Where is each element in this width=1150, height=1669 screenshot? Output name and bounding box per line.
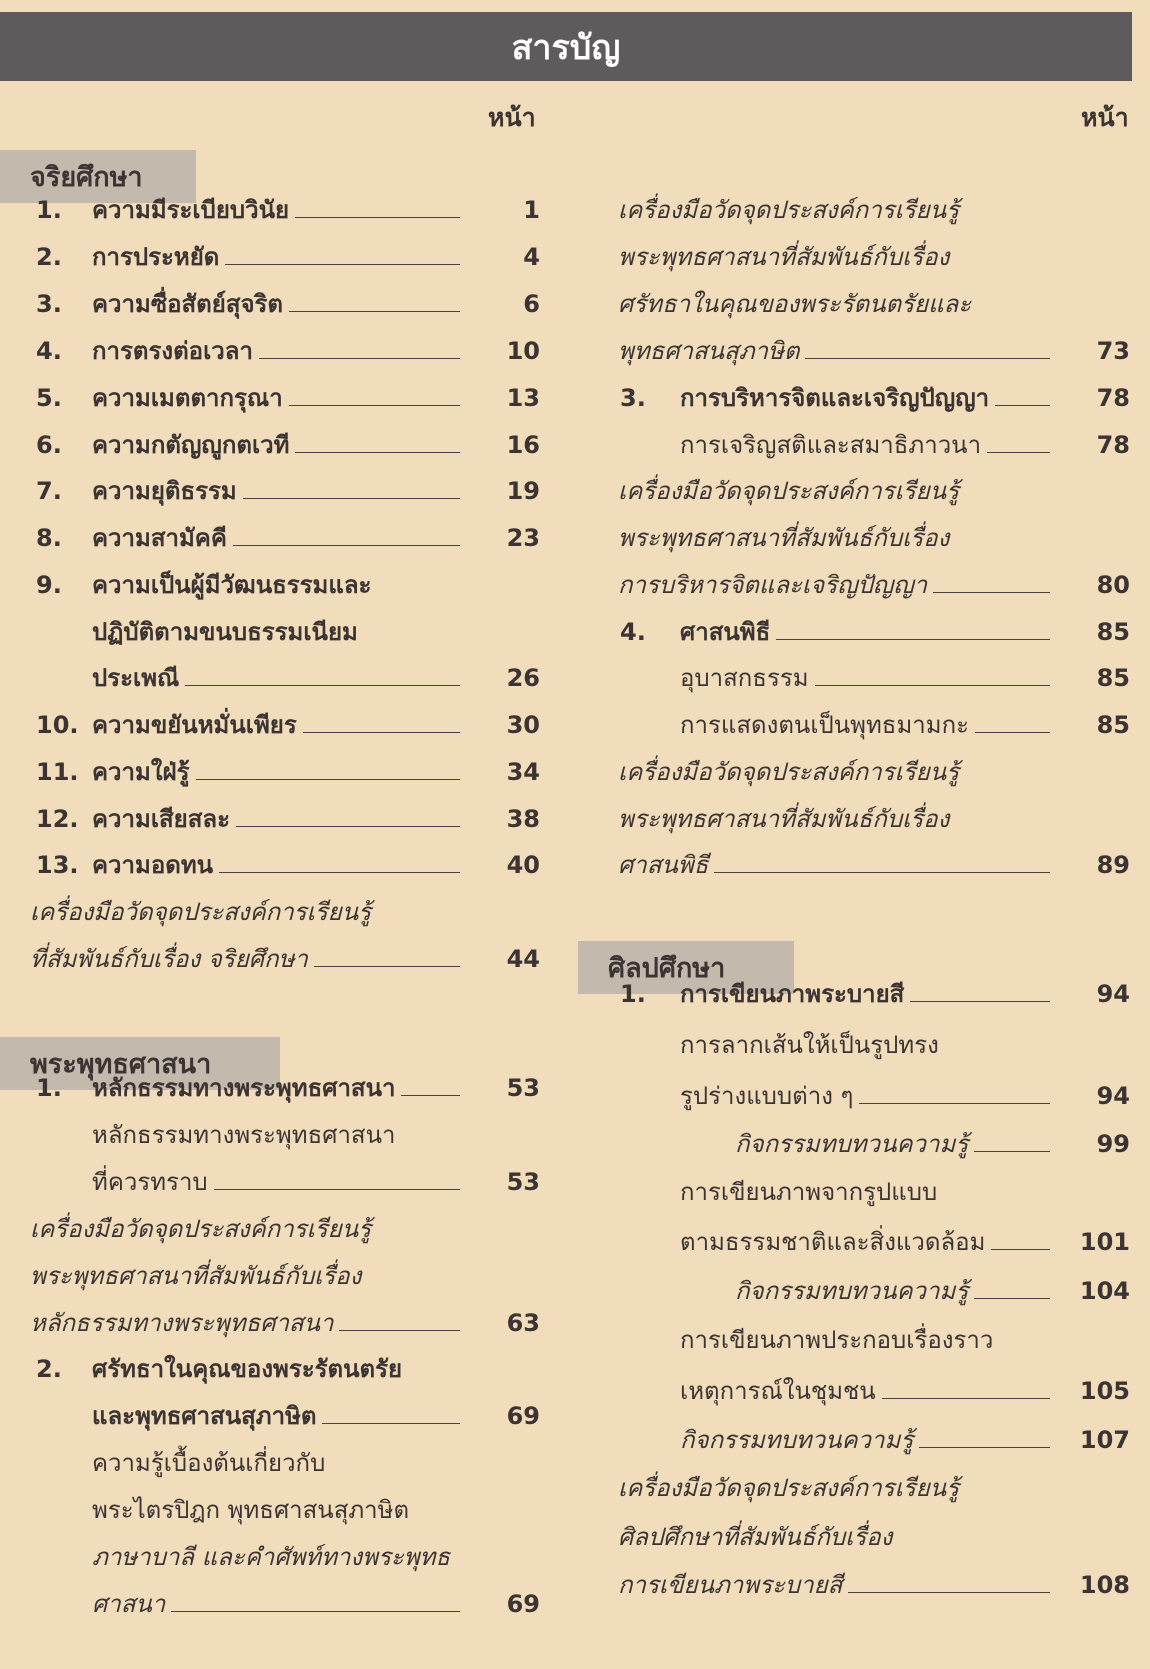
toc-entry-title: ความมีระเบียบวินัย <box>92 196 290 224</box>
toc-entry <box>618 561 1130 601</box>
toc-entry <box>30 1205 540 1245</box>
toc-entry-title: ศรัทธาในคุณของพระรัตนตรัย <box>92 1355 403 1383</box>
toc-entry <box>618 1120 1130 1160</box>
toc-entry-title: การเขียนภาพจากรูปแบบ <box>680 1178 938 1206</box>
toc-entry-number: 7. <box>36 477 62 505</box>
toc-entry <box>30 280 540 320</box>
toc-entry-title: พระพุทธศาสนาที่สัมพันธ์กับเรื่อง <box>618 524 950 552</box>
toc-entry-title: การเขียนภาพระบายสี <box>618 1571 843 1599</box>
toc-entry <box>30 888 540 928</box>
section-arts: ศิลปศึกษา <box>578 941 794 994</box>
toc-leader-line <box>933 592 1050 593</box>
toc-entry-title: ศิลปศึกษาที่สัมพันธ์กับเรื่อง <box>618 1523 893 1551</box>
toc-entry-number: 2. <box>36 243 62 271</box>
toc-entry <box>618 1464 1130 1504</box>
toc-page-number: 63 <box>506 1309 540 1337</box>
toc-page-number: 38 <box>506 805 540 833</box>
toc-entry <box>30 748 540 788</box>
toc-leader-line <box>196 779 461 780</box>
toc-page-number: 53 <box>506 1168 540 1196</box>
toc-page-number: 94 <box>1096 1082 1130 1110</box>
page-column-header-right: หน้า <box>1081 103 1129 132</box>
toc-leader-line <box>974 1151 1050 1152</box>
toc-page-number: 19 <box>506 477 540 505</box>
toc-page-number: 89 <box>1096 851 1130 879</box>
toc-entry-title: การลากเส้นให้เป็นรูปทรง <box>680 1031 939 1059</box>
toc-entry <box>30 421 540 461</box>
toc-entry-title: กิจกรรมทบทวนความรู้ <box>735 1277 969 1305</box>
toc-leader-line <box>225 264 460 265</box>
toc-page-number: 73 <box>1096 337 1130 365</box>
toc-entry-title: หลักธรรมทางพระพุทธศาสนา <box>92 1121 396 1149</box>
toc-leader-line <box>975 732 1050 733</box>
toc-entry-title: การประหยัด <box>92 243 220 271</box>
toc-leader-line <box>910 1001 1050 1002</box>
toc-entry-number: 1. <box>36 196 62 224</box>
toc-entry-title: การบริหารจิตและเจริญปัญญา <box>618 571 928 599</box>
toc-page-number: 101 <box>1079 1228 1130 1256</box>
toc-entry-title: กิจกรรมทบทวนความรู้ <box>735 1130 969 1158</box>
toc-entry <box>30 608 540 648</box>
toc-entry-title: กิจกรรมทบทวนความรู้ <box>680 1426 914 1454</box>
toc-entry-title: ศาสนพิธี <box>680 618 771 646</box>
toc-entry <box>618 1021 1130 1061</box>
toc-entry <box>618 1513 1130 1553</box>
toc-entry <box>30 1345 540 1385</box>
section-ethics: จริยศึกษา <box>0 150 196 203</box>
toc-entry-title: การแสดงตนเป็นพุทธมามกะ <box>680 711 969 739</box>
toc-page-number: 53 <box>506 1074 540 1102</box>
toc-page-number: 6 <box>523 290 540 318</box>
toc-entry <box>618 280 1130 320</box>
toc-entry-title: การเขียนภาพประกอบเรื่องราว <box>680 1326 994 1354</box>
toc-entry-title: ความเป็นผู้มีวัฒนธรรมและ <box>92 571 372 599</box>
toc-entry-number: 9. <box>36 571 62 599</box>
toc-page-number: 23 <box>506 524 540 552</box>
toc-page-number: 99 <box>1096 1130 1130 1158</box>
toc-entry <box>30 1580 540 1620</box>
toc-entry-title: เครื่องมือวัดจุดประสงค์การเรียนรู้ <box>618 758 960 786</box>
toc-entry <box>30 795 540 835</box>
toc-page-number: 107 <box>1079 1426 1130 1454</box>
toc-entry-title: ปฏิบัติตามขนบธรรมเนียม <box>92 618 358 646</box>
toc-entry-title: ความเมตตากรุณา <box>92 384 283 412</box>
toc-entry <box>30 1158 540 1198</box>
toc-entry-number: 6. <box>36 431 62 459</box>
toc-leader-line <box>995 405 1050 406</box>
toc-entry <box>30 1533 540 1573</box>
toc-leader-line <box>214 1189 460 1190</box>
toc-entry-title: ความกตัญญูกตเวที <box>92 431 290 459</box>
toc-entry-title: เครื่องมือวัดจุดประสงค์การเรียนรู้ <box>618 477 960 505</box>
toc-leader-line <box>974 1298 1050 1299</box>
toc-leader-line <box>714 872 1050 873</box>
toc-leader-line <box>322 1423 460 1424</box>
toc-entry <box>618 654 1130 694</box>
toc-entry-number: 2. <box>36 1355 62 1383</box>
toc-entry-number: 11. <box>36 758 79 786</box>
toc-entry <box>618 608 1130 648</box>
toc-entry <box>30 374 540 414</box>
toc-entry <box>30 561 540 601</box>
toc-entry-title: พุทธศาสนสุภาษิต <box>618 337 800 365</box>
toc-entry-number: 4. <box>620 618 646 646</box>
toc-page-number: 85 <box>1096 711 1130 739</box>
toc-leader-line <box>815 685 1050 686</box>
toc-leader-line <box>776 639 1050 640</box>
toc-entry-title: ประเพณี <box>92 664 180 692</box>
toc-page-number: 1 <box>523 196 540 224</box>
toc-leader-line <box>848 1592 1050 1593</box>
toc-entry <box>30 841 540 881</box>
toc-entry-title: การเจริญสติและสมาธิภาวนา <box>680 431 982 459</box>
toc-page-number: 34 <box>506 758 540 786</box>
toc-entry <box>30 1111 540 1151</box>
toc-entry <box>618 1072 1130 1112</box>
toc-page-number: 85 <box>1096 618 1130 646</box>
toc-entry-title: ความรู้เบื้องต้นเกี่ยวกับ <box>92 1449 326 1477</box>
toc-leader-line <box>233 545 460 546</box>
toc-entry-title: หลักธรรมทางพระพุทธศาสนา <box>92 1074 396 1102</box>
toc-entry-title: ศาสนพิธี <box>618 851 709 879</box>
toc-entry-title: อุบาสกธรรม <box>680 664 809 692</box>
toc-page-number: 69 <box>506 1590 540 1618</box>
toc-entry <box>618 467 1130 507</box>
toc-entry-title: ความอดทน <box>92 851 214 879</box>
toc-entry <box>30 654 540 694</box>
toc-page-number: 44 <box>506 945 540 973</box>
toc-leader-line <box>303 732 460 733</box>
toc-leader-line <box>171 1611 460 1612</box>
toc-entry <box>618 1316 1130 1356</box>
toc-entry-title: ความเสียสละ <box>92 805 230 833</box>
toc-entry <box>618 1367 1130 1407</box>
toc-entry-number: 1. <box>620 980 646 1008</box>
toc-entry-title: หลักธรรมทางพระพุทธศาสนา <box>30 1309 334 1337</box>
toc-entry <box>618 421 1130 461</box>
toc-entry-title: ความขยันหมั่นเพียร <box>92 711 297 739</box>
toc-entry <box>618 1416 1130 1456</box>
toc-entry-title: ภาษาบาลี และคำศัพท์ทางพระพุทธ <box>92 1543 451 1571</box>
toc-entry-title: เครื่องมือวัดจุดประสงค์การเรียนรู้ <box>30 1215 372 1243</box>
section-buddhism: พระพุทธศาสนา <box>0 1037 280 1090</box>
toc-entry-number: 13. <box>36 851 79 879</box>
toc-page-number: 108 <box>1079 1571 1130 1599</box>
toc-entry <box>30 327 540 367</box>
toc-entry-title: พระพุทธศาสนาที่สัมพันธ์กับเรื่อง <box>618 243 950 271</box>
toc-entry <box>30 935 540 975</box>
toc-entry-number: 3. <box>620 384 646 412</box>
toc-entry <box>618 514 1130 554</box>
toc-page-number: 105 <box>1079 1377 1130 1405</box>
toc-entry <box>618 701 1130 741</box>
toc-entry-title: ศรัทธาในคุณของพระรัตนตรัยและ <box>618 290 972 318</box>
toc-leader-line <box>289 405 460 406</box>
toc-entry-title: พระพุทธศาสนาที่สัมพันธ์กับเรื่อง <box>30 1262 362 1290</box>
toc-entry-title: เหตุการณ์ในชุมชน <box>680 1377 876 1405</box>
toc-entry-number: 3. <box>36 290 62 318</box>
toc-entry-number: 5. <box>36 384 62 412</box>
toc-page-number: 94 <box>1096 980 1130 1008</box>
toc-entry-title: ศาสนา <box>92 1590 166 1618</box>
toc-page-number: 78 <box>1096 384 1130 412</box>
toc-leader-line <box>314 966 460 967</box>
toc-entry-title: เครื่องมือวัดจุดประสงค์การเรียนรู้ <box>30 898 372 926</box>
toc-entry <box>618 1561 1130 1601</box>
toc-leader-line <box>805 358 1050 359</box>
toc-leader-line <box>991 1249 1050 1250</box>
toc-leader-line <box>243 498 460 499</box>
toc-leader-line <box>339 1330 460 1331</box>
toc-page-number: 16 <box>506 431 540 459</box>
toc-leader-line <box>259 358 460 359</box>
toc-page-number: 26 <box>506 664 540 692</box>
toc-entry-title: พระไตรปิฎก พุทธศาสนสุภาษิต <box>92 1496 410 1524</box>
page-column-header-left: หน้า <box>488 103 536 132</box>
toc-entry <box>30 467 540 507</box>
toc-leader-line <box>295 452 460 453</box>
toc-entry <box>618 186 1130 226</box>
toc-entry <box>30 233 540 273</box>
toc-entry-title: ความยุติธรรม <box>92 477 237 505</box>
toc-entry-title: ความซื่อสัตย์สุจริต <box>92 290 284 318</box>
toc-leader-line <box>882 1398 1050 1399</box>
toc-entry-title: ความสามัคคี <box>92 524 227 552</box>
toc-entry-number: 8. <box>36 524 62 552</box>
toc-leader-line <box>987 452 1050 453</box>
toc-page-number: 104 <box>1079 1277 1130 1305</box>
toc-page-number: 30 <box>506 711 540 739</box>
toc-entry-title: ที่สัมพันธ์กับเรื่อง จริยศึกษา <box>30 945 308 973</box>
toc-page-number: 85 <box>1096 664 1130 692</box>
toc-leader-line <box>859 1103 1050 1104</box>
toc-leader-line <box>185 685 460 686</box>
toc-entry <box>618 970 1130 1010</box>
toc-entry <box>30 1392 540 1432</box>
toc-entry <box>618 233 1130 273</box>
toc-entry-title: ตามธรรมชาติและสิ่งแวดล้อม <box>680 1228 986 1256</box>
toc-entry <box>30 1439 540 1479</box>
toc-entry-title: และพุทธศาสนสุภาษิต <box>92 1402 317 1430</box>
toc-leader-line <box>401 1095 460 1096</box>
toc-entry-number: 12. <box>36 805 79 833</box>
toc-page-number: 10 <box>506 337 540 365</box>
toc-entry <box>618 1267 1130 1307</box>
toc-entry-title: พระพุทธศาสนาที่สัมพันธ์กับเรื่อง <box>618 805 950 833</box>
toc-entry <box>618 1218 1130 1258</box>
toc-entry-number: 1. <box>36 1074 62 1102</box>
toc-entry <box>618 748 1130 788</box>
toc-leader-line <box>219 872 460 873</box>
toc-page-number: 80 <box>1096 571 1130 599</box>
toc-entry <box>30 186 540 226</box>
toc-entry <box>618 1168 1130 1208</box>
toc-entry <box>30 1064 540 1104</box>
toc-entry <box>618 327 1130 367</box>
toc-entry-title: เครื่องมือวัดจุดประสงค์การเรียนรู้ <box>618 1474 960 1502</box>
toc-page-number: 4 <box>523 243 540 271</box>
toc-entry <box>30 1486 540 1526</box>
toc-page-number: 13 <box>506 384 540 412</box>
toc-entry-number: 10. <box>36 711 79 739</box>
toc-leader-line <box>295 217 460 218</box>
toc-entry-title: การบริหารจิตและเจริญปัญญา <box>680 384 990 412</box>
toc-entry-number: 4. <box>36 337 62 365</box>
toc-entry <box>30 1299 540 1339</box>
toc-entry <box>30 514 540 554</box>
toc-entry-title: ที่ควรทราบ <box>92 1168 208 1196</box>
toc-entry-title: การเขียนภาพระบายสี <box>680 980 905 1008</box>
toc-entry <box>30 701 540 741</box>
toc-entry <box>618 841 1130 881</box>
page-title: สารบัญ <box>0 12 1132 81</box>
toc-entry-title: ความใฝ่รู้ <box>92 758 190 786</box>
toc-page-number: 78 <box>1096 431 1130 459</box>
toc-entry-title: เครื่องมือวัดจุดประสงค์การเรียนรู้ <box>618 196 960 224</box>
toc-leader-line <box>919 1447 1050 1448</box>
toc-page-number: 69 <box>506 1402 540 1430</box>
toc-entry <box>30 1252 540 1292</box>
toc-entry-title: รูปร่างแบบต่าง ๆ <box>680 1082 854 1110</box>
toc-entry <box>618 374 1130 414</box>
toc-entry-title: การตรงต่อเวลา <box>92 337 253 365</box>
toc-leader-line <box>236 826 460 827</box>
toc-leader-line <box>289 311 460 312</box>
toc-entry <box>618 795 1130 835</box>
toc-page-number: 40 <box>506 851 540 879</box>
